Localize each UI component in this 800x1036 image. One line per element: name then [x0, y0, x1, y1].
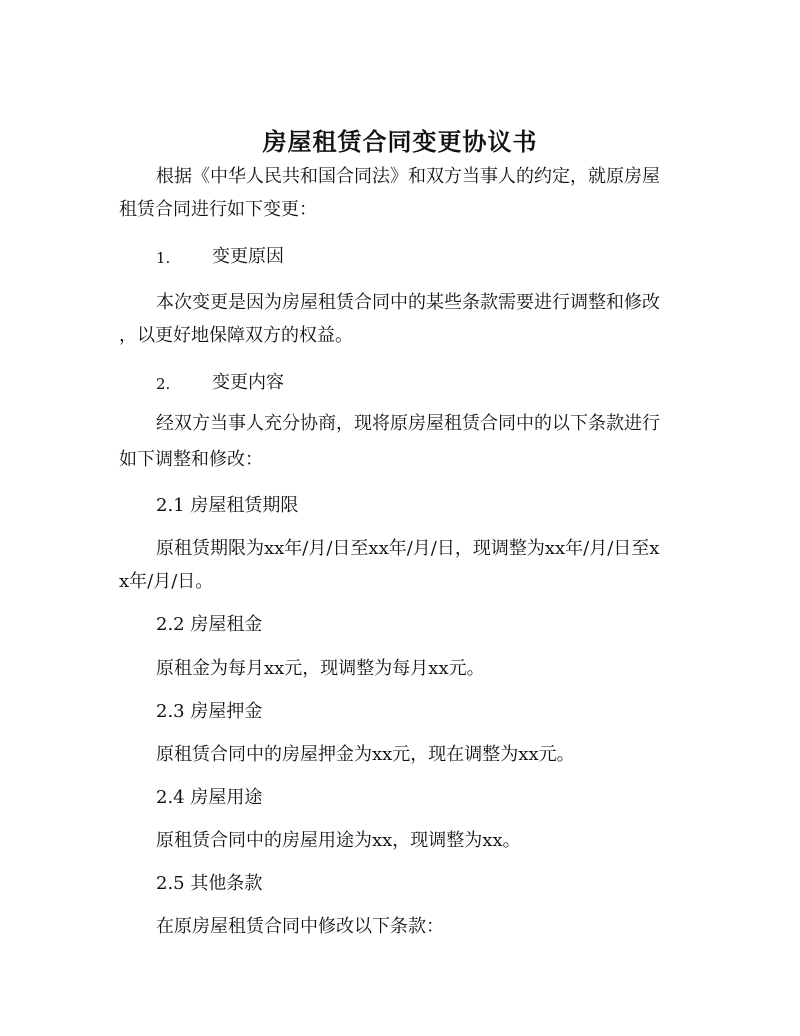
item-2-3-body: 原租赁合同中的房屋押金为xx元，现在调整为xx元。: [156, 744, 575, 765]
document-title: 房屋租赁合同变更协议书: [262, 127, 538, 156]
item-2-2-heading: 2.2 房屋租金: [156, 614, 263, 635]
item-2-5-body: 在原房屋租赁合同中修改以下条款：: [156, 916, 444, 937]
section-1-heading: 变更原因: [212, 246, 284, 267]
section-2-body-line-2: 如下调整和修改：: [119, 449, 263, 470]
item-2-3-heading: 2.3 房屋押金: [156, 701, 263, 722]
intro-line-2: 租赁合同进行如下变更：: [119, 199, 317, 220]
intro-line-1: 根据《中华人民共和国合同法》和双方当事人的约定，就原房屋: [156, 166, 660, 187]
item-2-1-body-line-1: 原租赁期限为xx年/月/日至xx年/月/日，现调整为xx年/月/日至x: [156, 538, 660, 559]
item-2-5-heading: 2.5 其他条款: [156, 873, 263, 894]
section-2-body-line-1: 经双方当事人充分协商，现将原房屋租赁合同中的以下条款进行: [156, 413, 660, 434]
section-2-heading: 变更内容: [212, 372, 284, 393]
section-1-body-line-2: ，以更好地保障双方的权益。: [119, 325, 353, 346]
item-2-4-heading: 2.4 房屋用途: [156, 787, 263, 808]
section-1-body-line-1: 本次变更是因为房屋租赁合同中的某些条款需要进行调整和修改: [156, 292, 660, 313]
item-2-1-heading: 2.1 房屋租赁期限: [156, 495, 299, 516]
section-1-marker: 1.: [156, 249, 171, 267]
section-2-marker: 2.: [156, 375, 171, 393]
item-2-1-body-line-2: x年/月/日。: [119, 571, 214, 592]
item-2-2-body: 原租金为每月xx元，现调整为每月xx元。: [156, 658, 485, 679]
item-2-4-body: 原租赁合同中的房屋用途为xx，现调整为xx。: [156, 830, 521, 851]
